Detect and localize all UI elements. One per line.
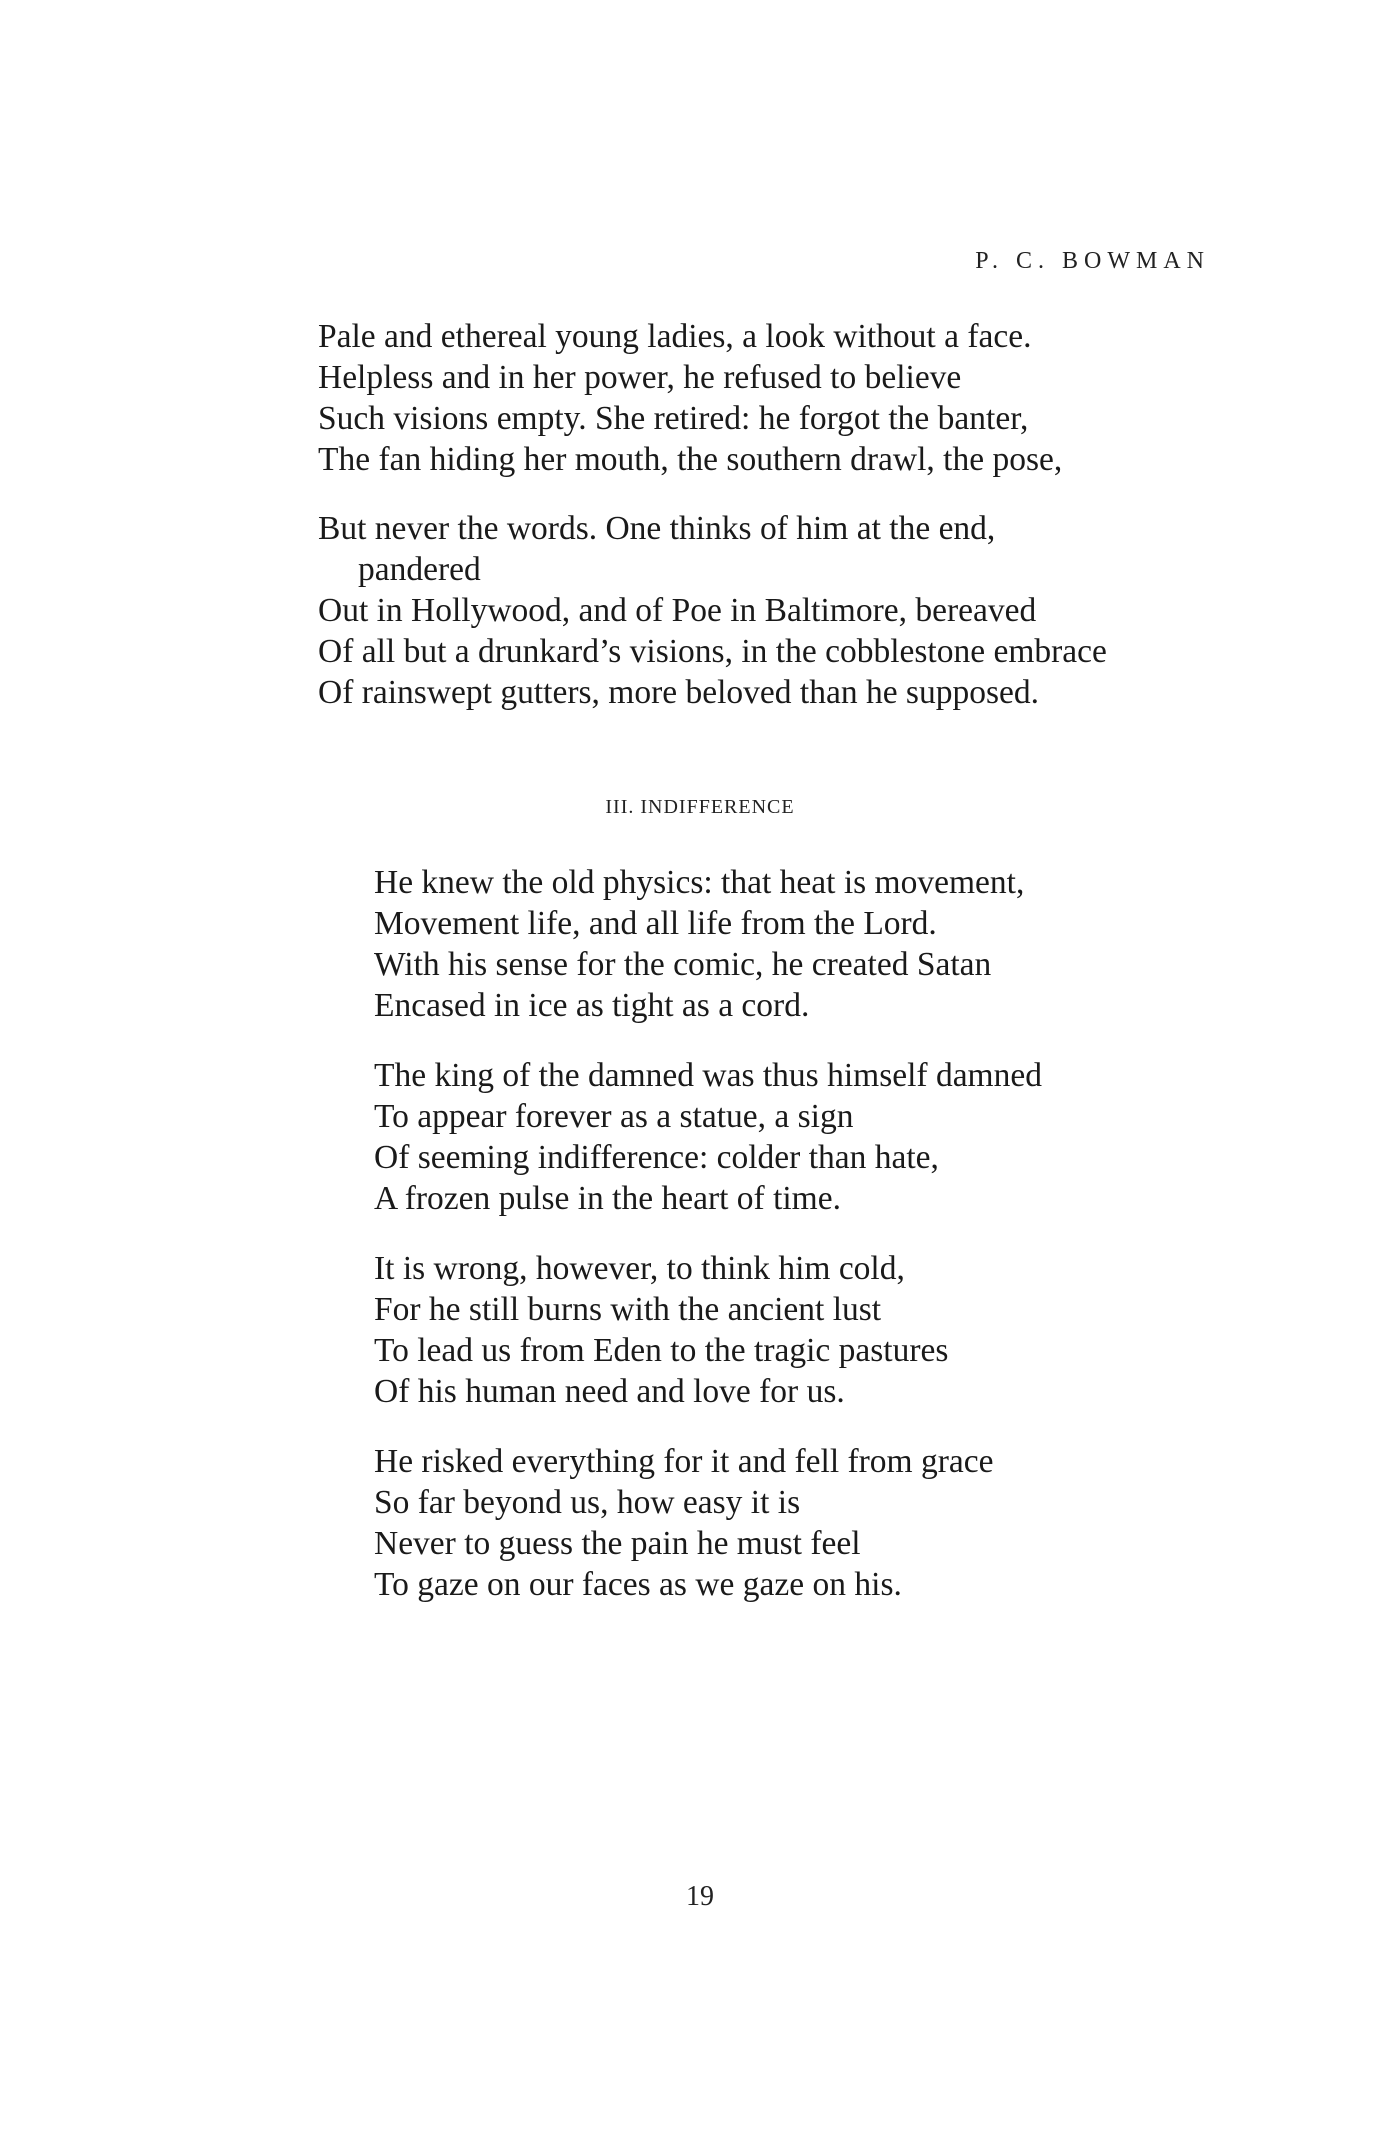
poem-line: Movement life, and all life from the Lord.: [374, 905, 937, 942]
poem-line: For he still burns with the ancient lust: [374, 1291, 882, 1328]
poem-line: Of all but a drunkard’s visions, in the cobblestone embrace: [318, 633, 1107, 670]
poem-line: To appear forever as a statue, a sign: [374, 1098, 854, 1135]
poem-line: A frozen pulse in the heart of time.: [374, 1180, 841, 1217]
stanza: [374, 1055, 1042, 1219]
poem-line: He knew the old physics: that heat is movement,: [374, 864, 1025, 901]
poem-line: Of seeming indifference: colder than hate,: [374, 1139, 939, 1176]
poem-line: Helpless and in her power, he refused to believe: [318, 359, 962, 396]
poem-line: But never the words. One thinks of him at the end,: [318, 510, 996, 547]
poem-line: With his sense for the comic, he created Satan: [374, 946, 992, 983]
poem-line: It is wrong, however, to think him cold,: [374, 1250, 905, 1287]
poem-line: The king of the damned was thus himself damned: [374, 1057, 1042, 1094]
poem-line-turnover: pandered: [358, 551, 481, 588]
stanza: [318, 508, 1107, 713]
poem-line: To lead us from Eden to the tragic pastures: [374, 1332, 949, 1369]
poem-line: He risked everything for it and fell from grace: [374, 1443, 994, 1480]
stanza: [374, 862, 1024, 1026]
section-heading: III. INDIFFERENCE: [605, 796, 795, 818]
poem-line: To gaze on our faces as we gaze on his.: [374, 1566, 902, 1603]
running-head: P. C. BOWMAN: [975, 248, 1210, 274]
page-number: 19: [686, 1881, 714, 1912]
stanza: [318, 316, 1062, 480]
poem-line: Pale and ethereal young ladies, a look without a face.: [318, 318, 1032, 355]
stanza: [374, 1441, 994, 1605]
poem-line: Of rainswept gutters, more beloved than he supposed.: [318, 674, 1040, 711]
poem-line: Of his human need and love for us.: [374, 1373, 845, 1410]
poem-line: The fan hiding her mouth, the southern drawl, the pose,: [318, 441, 1063, 478]
stanza: [374, 1248, 948, 1412]
poem-line: So far beyond us, how easy it is: [374, 1484, 801, 1521]
poem-line: Encased in ice as tight as a cord.: [374, 987, 810, 1024]
poem-line: Never to guess the pain he must feel: [374, 1525, 861, 1562]
poem-line: Such visions empty. She retired: he forgot the banter,: [318, 400, 1029, 437]
poem-line: Out in Hollywood, and of Poe in Baltimore, bereaved: [318, 592, 1037, 629]
